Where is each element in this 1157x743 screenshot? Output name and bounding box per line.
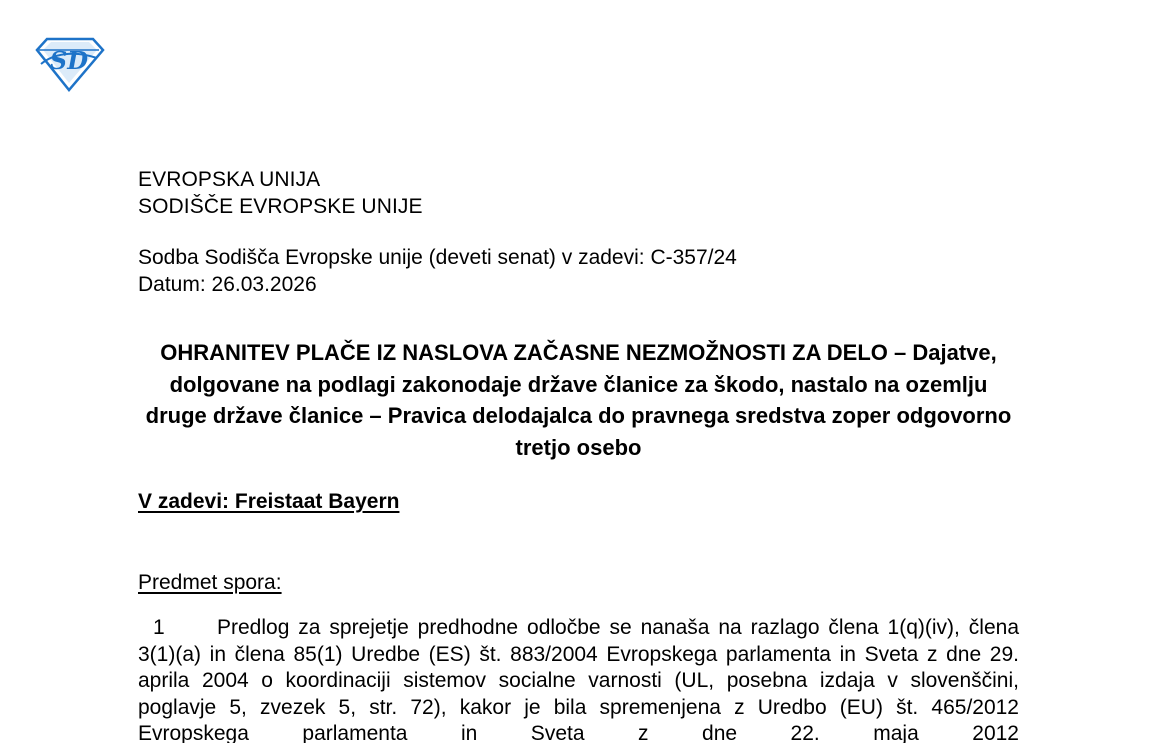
case-date: Datum: 26.03.2026	[138, 273, 317, 296]
header-court: SODIŠČE EVROPSKE UNIJE	[138, 195, 423, 218]
paragraph-1	[138, 615, 1019, 743]
paragraph-number: 1	[153, 616, 165, 639]
case-info	[138, 244, 737, 298]
parties-line: V zadevi: Freistaat Bayern	[138, 490, 400, 513]
header-union: EVROPSKA UNIJA	[138, 168, 321, 191]
logo-text: SD	[49, 46, 89, 75]
document-header	[138, 166, 423, 220]
sd-diamond-logo-icon	[33, 36, 105, 92]
paragraph-text: Predlog za sprejetje predhodne odločbe se nanaša na razlago člena 1(q)(iv), člena 3(1)(a) in člena 85(1) Uredbe (ES) št. 883/2004 Evropskega parlamenta in Sveta z dne 29. aprila 2004 o koordinaciji sistemov socialne varnosti (UL, posebna izdaja v slovenščini, poglavje 5, zvezek 5, str. 72), kakor je bila spremenjena z Uredbo (EU) št. 465/2012 Evropskega parlamenta in Sveta z dne 22. maja 2012	[138, 616, 1019, 743]
sd-logo	[33, 36, 105, 92]
document-headline: OHRANITEV PLAČE IZ NASLOVA ZAČASNE NEZMOŽNOSTI ZA DELO – Dajatve, dolgovane na podlagi zakonodaje države članice za škodo, nastalo na ozemlju druge države članice – Pravica delodajalca do pravnega sredstva zoper odgovorno tretjo osebo	[145, 340, 1012, 460]
case-title: Sodba Sodišča Evropske unije (deveti senat) v zadevi: C-357/24	[138, 246, 737, 269]
subject-heading: Predmet spora:	[138, 571, 282, 594]
